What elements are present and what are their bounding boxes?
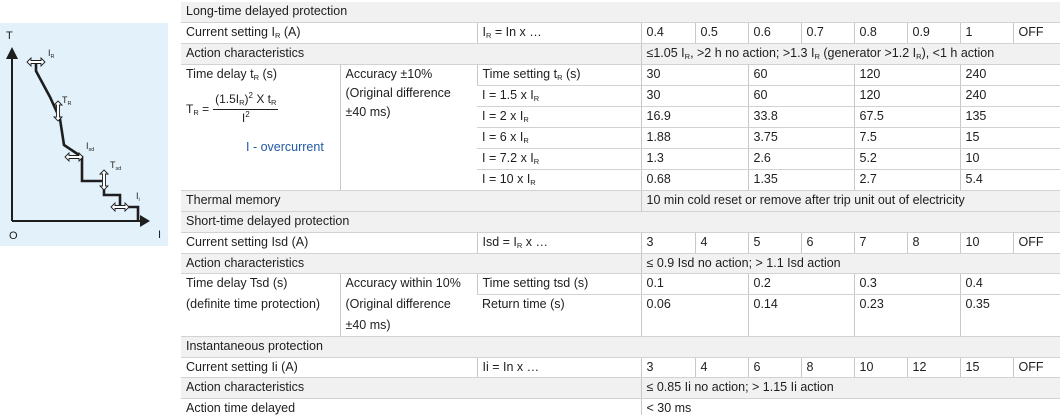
st-return-label: Return time (s): [477, 294, 641, 336]
ir-label: $I_R$: [48, 48, 55, 60]
st-setting-value: 0.3: [854, 274, 960, 295]
long-time-current-label: Current setting IR (A): [181, 23, 477, 44]
lt-row-value: 67.5: [854, 107, 960, 128]
lt-row-value: 0.68: [641, 170, 748, 191]
lt-row-value: 30: [641, 65, 748, 86]
lt-row-label: I = 10 x IR: [477, 170, 641, 191]
instantaneous-current-row: [181, 357, 1060, 378]
st-current-value: 8: [907, 232, 960, 253]
lt-row-value: 1.3: [641, 149, 748, 170]
lt-row-value: 5.2: [854, 149, 960, 170]
instantaneous-action-text: ≤ 0.85 Ii no action; > 1.15 Ii action: [641, 378, 1060, 399]
instantaneous-section-header: [181, 336, 1060, 357]
st-current-value: 4: [695, 232, 748, 253]
lt-row-value: 5.4: [960, 170, 1060, 191]
accuracy-line: Accuracy within 10%: [345, 276, 461, 291]
lt-row-value: 15: [960, 128, 1060, 149]
st-return-value: 0.35: [960, 294, 1060, 336]
tr-label: $T_R$: [62, 95, 72, 107]
short-time-section-header: [181, 211, 1060, 232]
overcurrent-note: I - overcurrent: [246, 140, 324, 155]
instantaneous-delay-label: Action time delayed: [181, 399, 641, 415]
long-time-accuracy-cell: [340, 65, 477, 191]
lt-row-label: I = 2 x IR: [477, 107, 641, 128]
ii-current-value: 6: [748, 357, 801, 378]
instantaneous-delay-row: [181, 399, 1060, 415]
st-current-value: 7: [854, 232, 907, 253]
accuracy-line: (Original difference: [345, 86, 451, 101]
ii-current-value: 10: [854, 357, 907, 378]
instantaneous-action-row: [181, 378, 1060, 399]
lt-current-value: 0.8: [854, 23, 907, 44]
lt-row-value: 2.7: [854, 170, 960, 191]
lt-row-label: I = 7.2 x IR: [477, 149, 641, 170]
lt-row-value: 60: [748, 86, 854, 107]
lt-current-value: 0.9: [907, 23, 960, 44]
st-current-value: 6: [801, 232, 854, 253]
st-return-value: 0.23: [854, 294, 960, 336]
axis-i-label: I: [158, 229, 162, 241]
st-current-value: 3: [641, 232, 695, 253]
long-time-action-label: Action characteristics: [181, 44, 641, 65]
short-time-current-row: [181, 232, 1060, 253]
ii-label: $I_i$: [136, 191, 140, 203]
isd-adjust-arrow-icon: [65, 153, 83, 161]
long-time-action-text: ≤1.05 IR, >2 h no action; >1.3 IR (generator >1.2 IR), <1 h action: [641, 44, 1060, 65]
lt-current-value: 0.6: [748, 23, 801, 44]
accuracy-line: (Original difference: [345, 297, 451, 312]
st-return-value: 0.06: [641, 294, 748, 336]
st-setting-label: Time setting tsd (s): [477, 274, 641, 295]
x-axis-arrow: [140, 215, 150, 227]
ii-current-value: 12: [907, 357, 960, 378]
ii-current-value: 15: [960, 357, 1013, 378]
ii-current-value: 8: [801, 357, 854, 378]
thermal-memory-text: 10 min cold reset or remove after trip unit out of electricity: [641, 191, 1060, 212]
short-time-delay-cell: [181, 274, 340, 337]
long-time-delay-formula: TR = $\frac{(1.5IR)^2 X tR}{I^2}$: [186, 91, 277, 126]
st-current-value: OFF: [1013, 232, 1060, 253]
tsd-label: $T_{sd}$: [110, 160, 122, 172]
instantaneous-current-formula: Ii = In x …: [477, 357, 641, 378]
lt-current-value: OFF: [1013, 23, 1060, 44]
lt-current-value: 0.5: [695, 23, 748, 44]
lt-row-value: 135: [960, 107, 1060, 128]
st-return-value: 0.14: [748, 294, 854, 336]
short-time-accuracy-cell: [340, 274, 477, 337]
long-time-current-row: [181, 23, 1060, 44]
st-setting-value: 0.4: [960, 274, 1060, 295]
short-time-current-formula: Isd = IR x …: [477, 232, 641, 253]
thermal-memory-row: [181, 191, 1060, 212]
lt-row-value: 33.8: [748, 107, 854, 128]
short-time-action-label: Action characteristics: [181, 253, 641, 274]
long-time-section-header: [181, 2, 1060, 23]
long-time-delay-row: [181, 65, 1060, 86]
lt-row-value: 240: [960, 86, 1060, 107]
isd-label: $I_{sd}$: [86, 141, 95, 153]
lt-row-value: 7.5: [854, 128, 960, 149]
short-time-title: Short-time delayed protection: [181, 211, 1060, 232]
lt-row-label: I = 6 x IR: [477, 128, 641, 149]
lt-row-value: 3.75: [748, 128, 854, 149]
ii-current-value: 3: [641, 357, 695, 378]
instantaneous-title: Instantaneous protection: [181, 336, 1060, 357]
ii-current-value: 4: [695, 357, 748, 378]
long-time-delay-label: Time delay tR (s): [186, 67, 278, 83]
lt-row-value: 120: [854, 86, 960, 107]
st-setting-value: 0.1: [641, 274, 748, 295]
protection-spec-table: [181, 2, 1060, 415]
long-time-delay-cell: [181, 65, 340, 191]
long-time-title: Long-time delayed protection: [181, 2, 1060, 23]
instantaneous-current-label: Current setting Ii (A): [181, 357, 477, 378]
short-time-setting-row: [181, 274, 1060, 295]
y-axis-arrow: [6, 47, 18, 59]
st-current-value: 10: [960, 232, 1013, 253]
instantaneous-action-label: Action characteristics: [181, 378, 641, 399]
lt-current-value: 0.7: [801, 23, 854, 44]
lt-row-value: 1.35: [748, 170, 854, 191]
short-time-action-row: [181, 253, 1060, 274]
lt-row-value: 16.9: [641, 107, 748, 128]
lt-row-value: 1.88: [641, 128, 748, 149]
st-setting-value: 0.2: [748, 274, 854, 295]
short-time-delay-line: Time delay Tsd (s): [186, 276, 288, 291]
lt-row-label: I = 1.5 x IR: [477, 86, 641, 107]
long-time-current-formula: IR = In x …: [477, 23, 641, 44]
trip-curve-diagram: [0, 23, 168, 246]
short-time-delay-line: (definite time protection): [186, 297, 321, 312]
accuracy-line: Accuracy ±10%: [345, 67, 433, 82]
accuracy-line: ±40 ms): [345, 318, 391, 333]
thermal-memory-label: Thermal memory: [181, 191, 641, 212]
accuracy-line: ±40 ms): [345, 105, 391, 120]
trip-curve-svg: [0, 23, 168, 246]
lt-row-label: Time setting tR (s): [477, 65, 641, 86]
ii-current-value: OFF: [1013, 357, 1060, 378]
lt-current-value: 1: [960, 23, 1013, 44]
lt-row-value: 10: [960, 149, 1060, 170]
short-time-current-label: Current setting Isd (A): [181, 232, 477, 253]
lt-row-value: 30: [641, 86, 748, 107]
lt-row-value: 120: [854, 65, 960, 86]
lt-current-value: 0.4: [641, 23, 695, 44]
lt-row-value: 2.6: [748, 149, 854, 170]
lt-row-value: 240: [960, 65, 1060, 86]
axis-t-label: T: [6, 30, 13, 42]
instantaneous-delay-text: < 30 ms: [641, 399, 1060, 415]
origin-label: O: [9, 230, 18, 242]
short-time-action-text: ≤ 0.9 Isd no action; > 1.1 Isd action: [641, 253, 1060, 274]
st-current-value: 5: [748, 232, 801, 253]
lt-row-value: 60: [748, 65, 854, 86]
long-time-action-row: [181, 44, 1060, 65]
